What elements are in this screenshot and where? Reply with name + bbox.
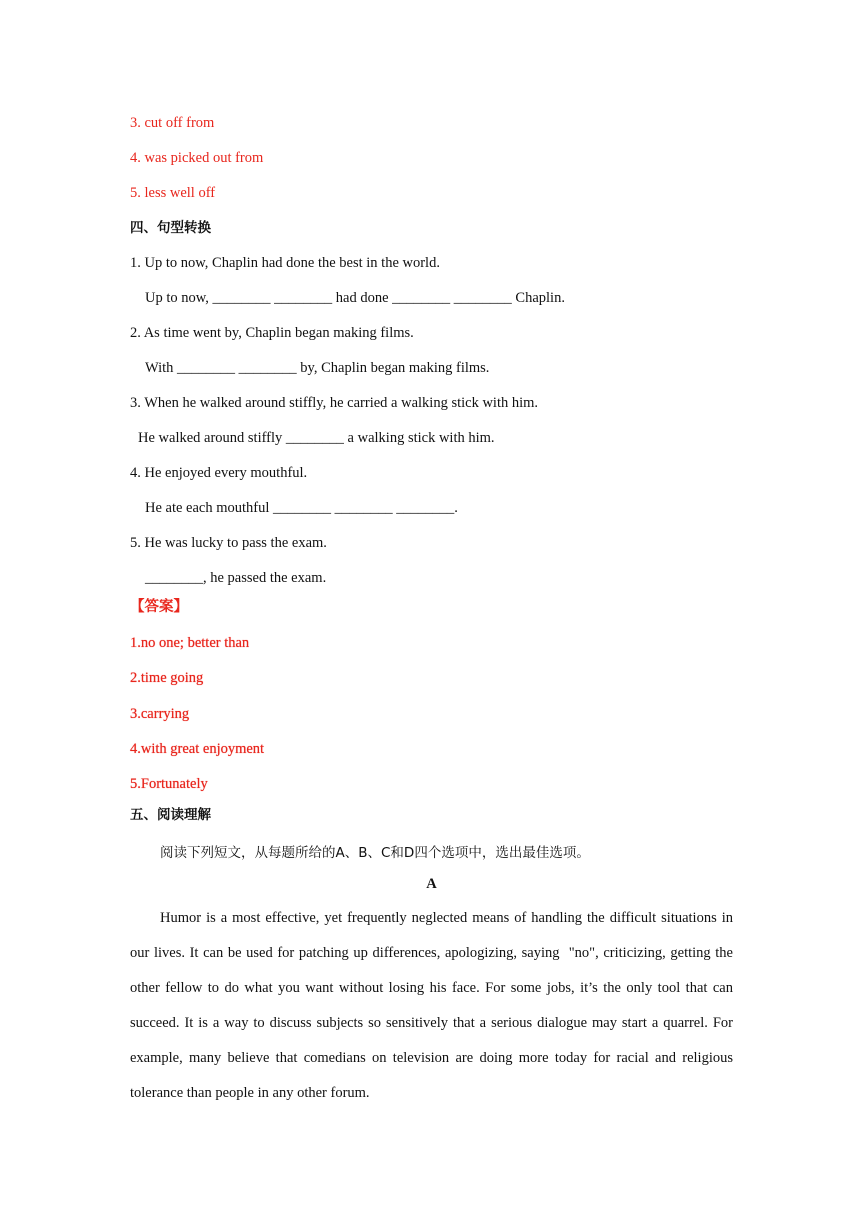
question-line: 3. When he walked around stiffly, he carried a walking stick with him. <box>130 395 539 411</box>
question-line: 2. As time went by, Chaplin began making films. <box>130 325 414 341</box>
answer-item: 5.Fortunately <box>130 776 208 792</box>
rewrite-line: He walked around stiffly ________ a walking stick with him. <box>138 430 495 446</box>
answer-item: 2.time going <box>130 670 204 686</box>
section-heading: 四、句型转换 <box>130 220 211 236</box>
answer-item: 4.with great enjoyment <box>130 741 265 757</box>
instruction-text: 阅读下列短文，从每题所给的A、B、C和D四个选项中，选出最佳选项。 <box>160 845 590 861</box>
answer-tag: 【答案】 <box>130 599 188 615</box>
rewrite-line: Up to now, ________ ________ had done ________ ________ Chaplin. <box>145 290 565 306</box>
question-line: 1. Up to now, Chaplin had done the best in the world. <box>130 255 440 271</box>
section-heading: 五、阅读理解 <box>130 807 211 823</box>
passage-label: A <box>426 876 437 892</box>
answer-line: 3. cut off from <box>130 115 215 131</box>
rewrite-line: ________, he passed the exam. <box>145 570 327 586</box>
answer-item: 1.no one; better than <box>130 635 250 651</box>
rewrite-line: He ate each mouthful ________ ________ ________. <box>145 500 458 516</box>
rewrite-line: With ________ ________ by, Chaplin began making films. <box>145 360 490 376</box>
answer-line: 4. was picked out from <box>130 150 264 166</box>
passage-paragraph: Humor is a most effective, yet frequently neglected means of handling the difficult situations in our lives. It can be used for patching up differences, apologizing, saying "no", criticizing, getting the other fellow to do what you want without losing his face. For some jobs, it’s the only tool that can succeed. It is a way to discuss subjects so sensitively that a serious dialogue may start a quarrel. For example, many believe that comedians on television are doing more today for racial and religious tolerance than people in any other forum. <box>130 910 733 1101</box>
question-line: 4. He enjoyed every mouthful. <box>130 465 308 481</box>
question-line: 5. He was lucky to pass the exam. <box>130 535 327 551</box>
answer-line: 5. less well off <box>130 185 216 201</box>
answer-item: 3.carrying <box>130 706 190 722</box>
